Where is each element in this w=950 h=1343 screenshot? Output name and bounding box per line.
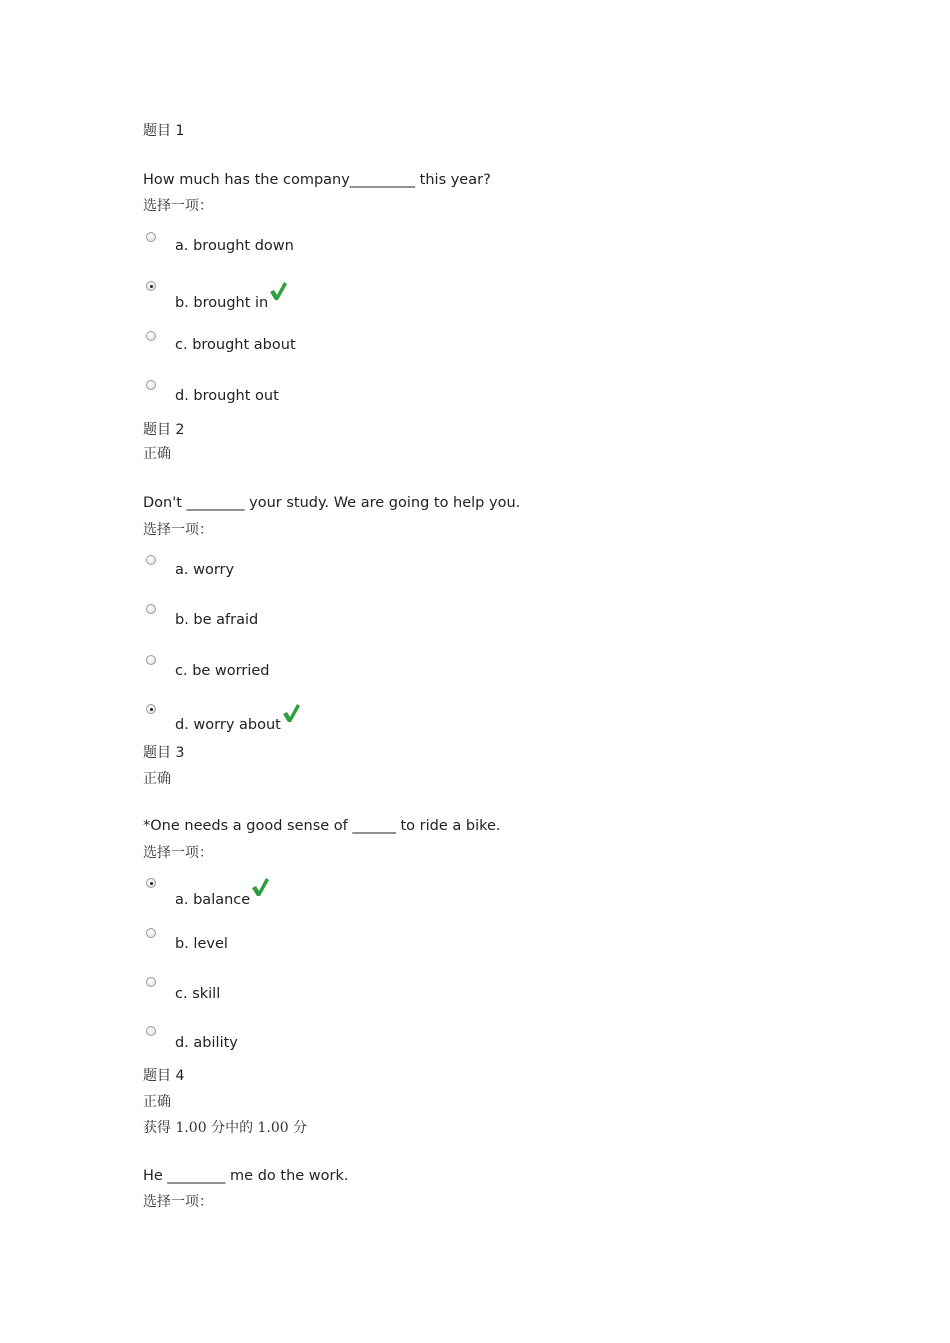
question-2-heading: 题目 2	[143, 422, 185, 438]
checkmark-icon	[282, 703, 300, 723]
checkmark-icon	[251, 877, 269, 897]
radio-button[interactable]	[146, 604, 156, 614]
option-label-with-check	[175, 281, 287, 311]
option-label: a. balance	[175, 892, 251, 908]
option-label: c. be worried	[175, 663, 270, 679]
question-3-heading: 题目 3	[143, 745, 185, 761]
option-label: a. worry	[175, 562, 235, 578]
question-4-score: 获得 1.00 分中的 1.00 分	[143, 1120, 308, 1136]
option-label: c. skill	[175, 986, 221, 1002]
radio-button[interactable]	[146, 555, 156, 565]
checkmark-icon	[269, 281, 287, 301]
option-label: a. brought down	[175, 238, 294, 254]
option-label-with-check	[175, 877, 269, 908]
radio-button[interactable]	[146, 977, 156, 987]
radio-button[interactable]	[146, 380, 156, 390]
question-2-status: 正确	[143, 446, 171, 462]
radio-button[interactable]	[146, 331, 156, 341]
option-label: b. be afraid	[175, 612, 259, 628]
option-label: c. brought about	[175, 337, 296, 353]
question-1-heading: 题目 1	[143, 123, 185, 139]
radio-button[interactable]	[146, 1026, 156, 1036]
option-label: b. level	[175, 936, 228, 952]
radio-button-selected[interactable]	[146, 878, 156, 888]
question-4-prompt: 选择一项：	[143, 1194, 213, 1210]
radio-button[interactable]	[146, 232, 156, 242]
question-3-status: 正确	[143, 771, 171, 787]
radio-button[interactable]	[146, 928, 156, 938]
option-label: d. worry about	[175, 717, 281, 733]
option-label: b. brought in	[175, 295, 269, 311]
question-4-text: He ________ me do the work.	[143, 1168, 349, 1184]
question-2-prompt: 选择一项：	[143, 522, 213, 538]
question-1-text: How much has the company_________ this year?	[143, 172, 491, 188]
radio-button-selected[interactable]	[146, 704, 156, 714]
question-3-prompt: 选择一项：	[143, 845, 213, 861]
option-label: d. brought out	[175, 388, 279, 404]
option-label: d. ability	[175, 1035, 238, 1051]
question-4-heading: 题目 4	[143, 1068, 185, 1084]
question-2-text: Don't ________ your study. We are going to help you.	[143, 495, 521, 511]
option-label-with-check	[175, 703, 300, 733]
radio-button[interactable]	[146, 655, 156, 665]
question-1-prompt: 选择一项：	[143, 198, 213, 214]
question-4-status: 正确	[143, 1094, 171, 1110]
question-3-text: *One needs a good sense of ______ to ride a bike.	[143, 818, 501, 834]
radio-button-selected[interactable]	[146, 281, 156, 291]
